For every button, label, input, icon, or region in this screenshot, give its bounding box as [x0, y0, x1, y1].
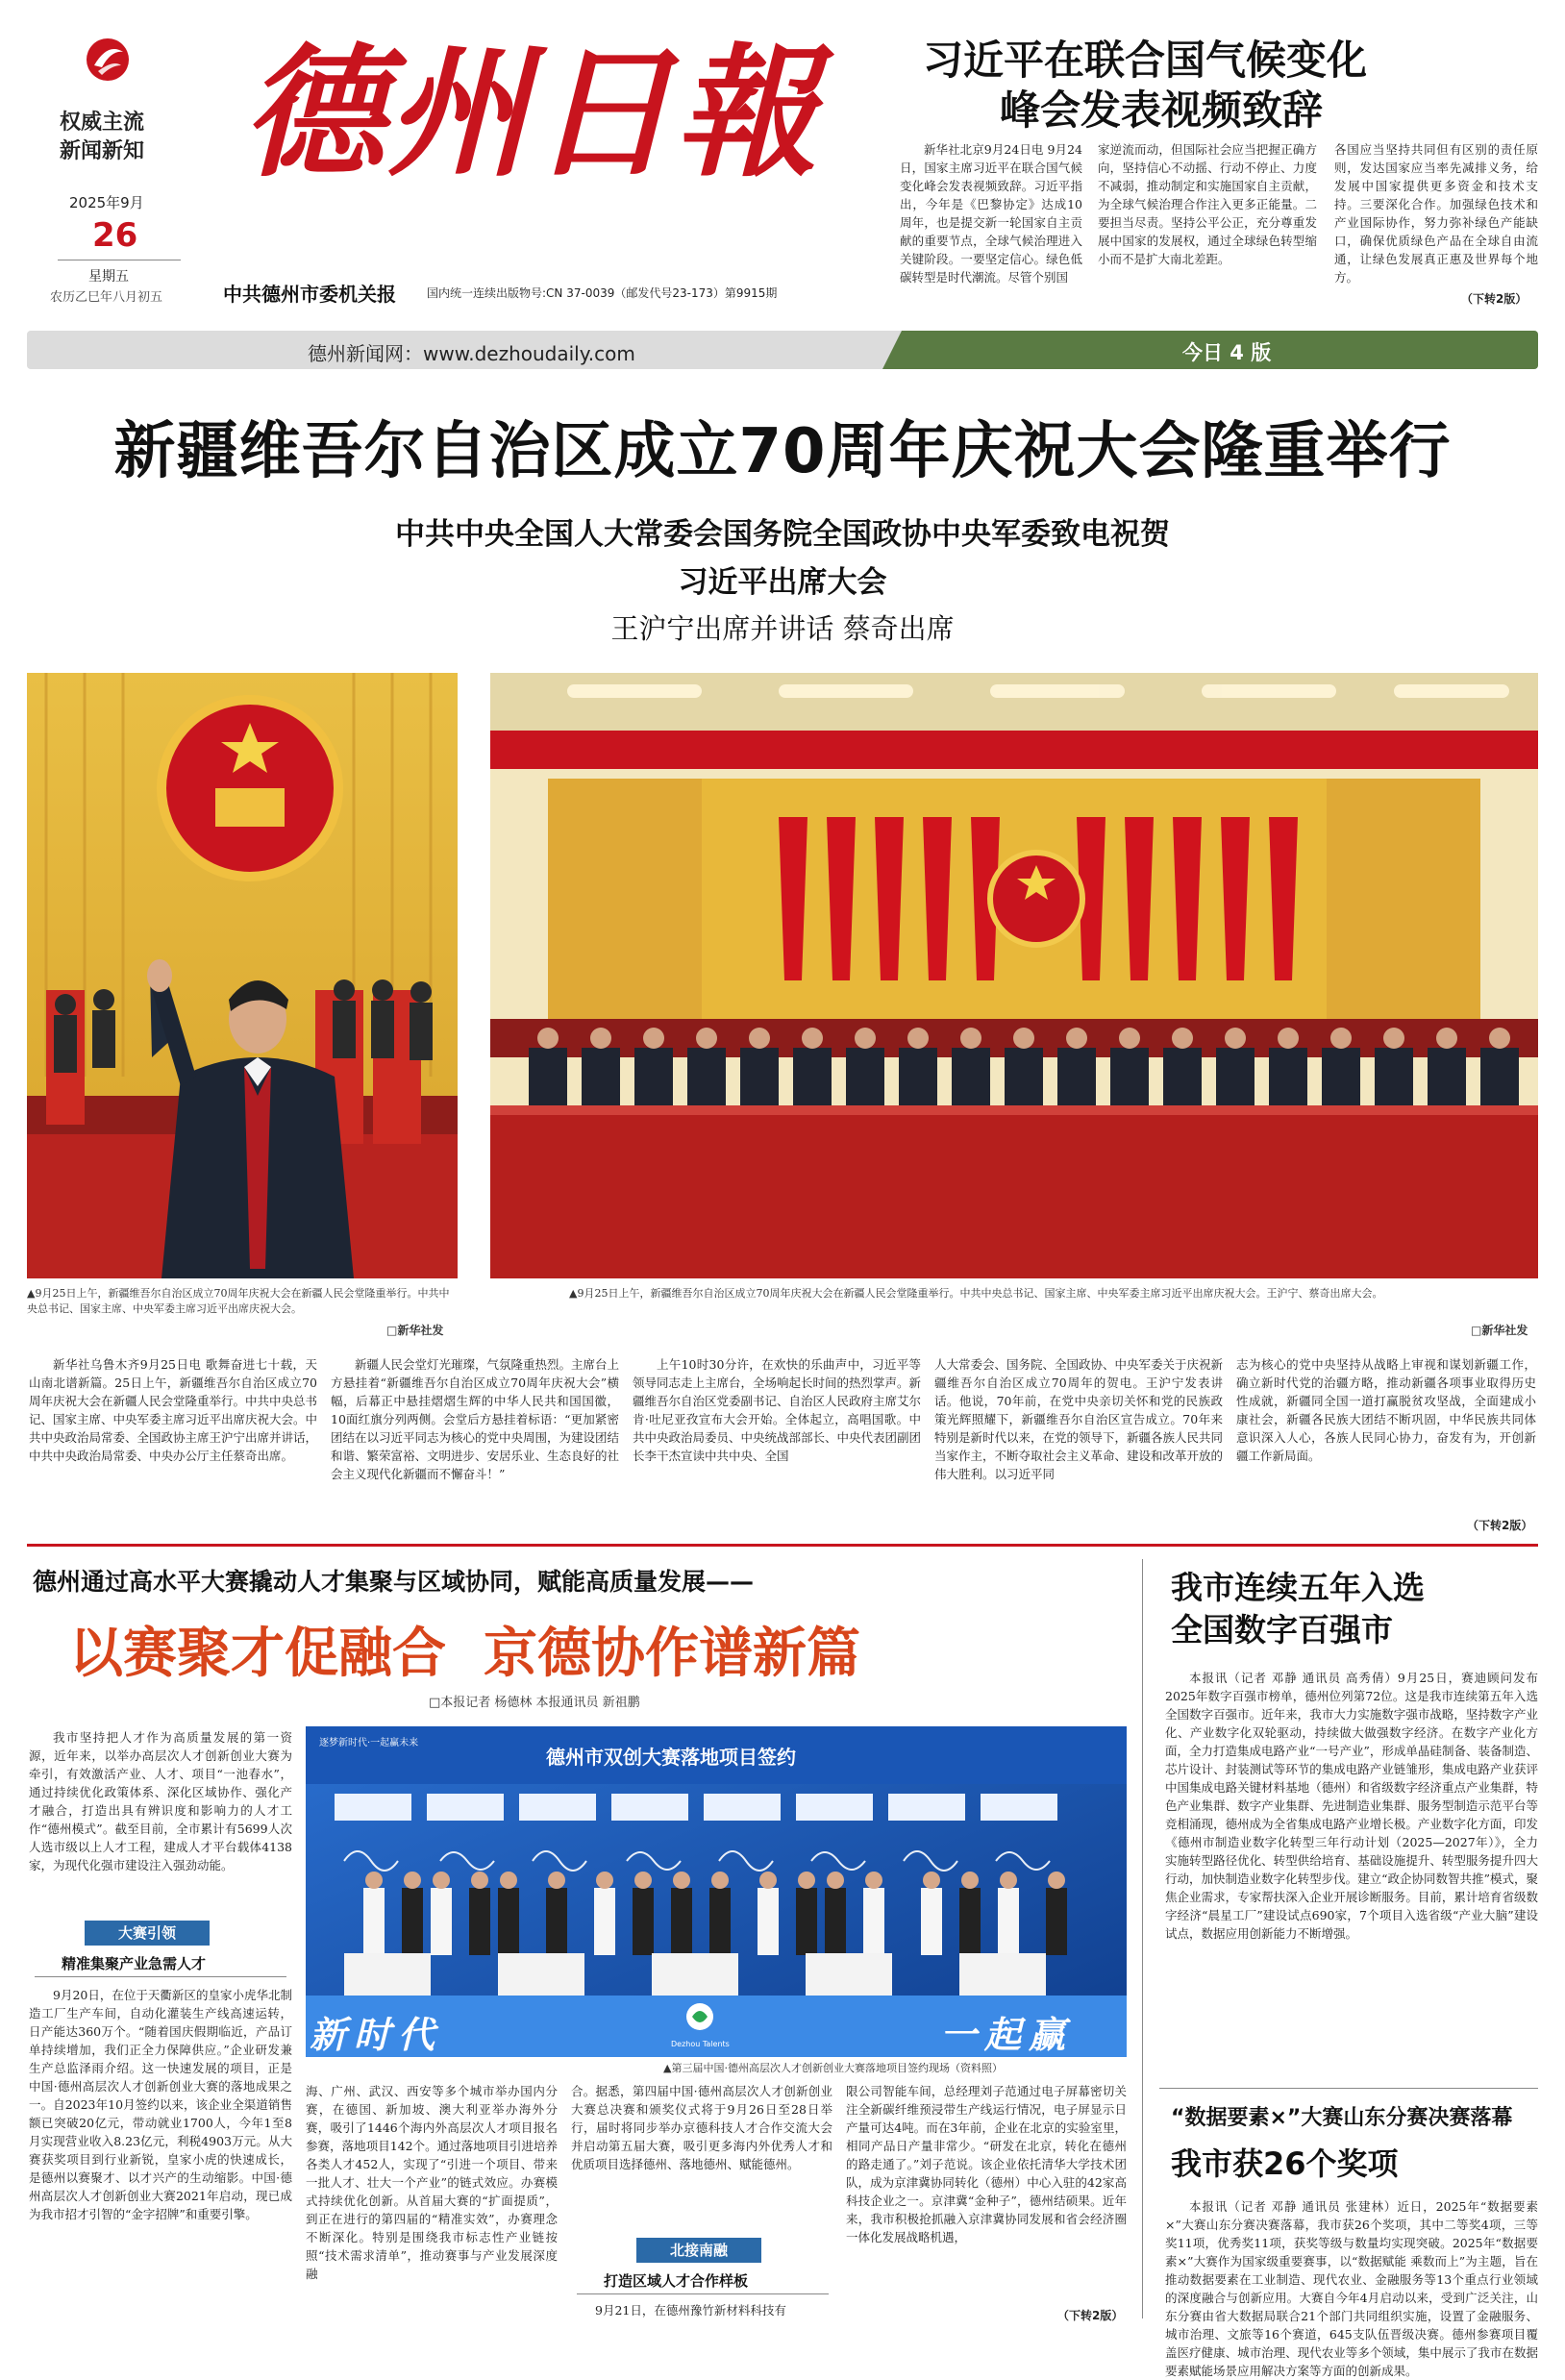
slogan-line-1: 权威主流 [60, 111, 145, 135]
right-story-2-kicker: “数据要素×”大赛山东分赛决赛落幕 [1171, 2106, 1513, 2130]
paper-logo-icon [85, 37, 131, 83]
right-story-divider [1159, 2088, 1538, 2089]
lead-col-1: 新华社乌鲁木齐9月25日电 歌舞奋进七十载，天山南北谱新篇。25日上午，新疆维吾尔自治区成立70周年庆祝大会在新疆人民会堂隆重举行。中共中央总书记、国家主席、中央军委主席习近平出席庆祝大会。中共中央政治局常委、全国政协主席王沪宁出席并讲话，中共中央政治局常委、中央办公厅主任蔡奇出席。 [29, 1357, 318, 1463]
feature-mid-col-2: 合。据悉，第四届中国·德州高层次人才创新创业大赛总决赛和颁奖仪式将于9月26日至28日举行，届时将同步举办京德科技人才合作交流大会并启动第五届大赛，吸引更多海内外优秀人才和优质项目选择德州、落地德州、赋能德州。 [571, 2084, 832, 2171]
lead-deck-1: 中共中央全国人大常委会国务院全国政协中央军委致电祝贺 [395, 517, 1170, 552]
sponsor-line: 中共德州市委机关报 [223, 283, 396, 306]
masthead [0, 0, 1565, 317]
feature-section-1: 9月20日，在位于天衢新区的皇家小虎华北制造工厂生产车间，自动化灌装生产线高速运转，日产能达360万个。“随着国庆假期临近，产品订单持续增加，我们正全力保障供应。”企业研发兼生产总监泽雨介绍。这一快速发展的项目，正是中国·德州高层次人才创新创业大赛的落地成果之一。自2023年10月签约以来，该企业全渠道销售额已突破20亿元，带动就业1700人，今年1至8月实现营业收入8.23亿元，利税4903万元。从大赛获奖项目到行业新锐，皇家小虎的快速成长，是德州以赛聚才、以才兴产的生动缩影。中国·德州高层次人才创新创业大赛2021年启动，现已成为我市招才引智的“金字招牌”和重要引擎。 [29, 1988, 292, 2221]
feature-jump: （下转2版） [1057, 2309, 1124, 2322]
talent-logo-icon [671, 2001, 729, 2040]
right-story-1-body: 本报讯（记者 邓静 通讯员 高秀倩）9月25日，赛迪顾问发布2025年数字百强市榜单，德州位列第72位。这是我市连续第五年入选全国数字百强市。近年来，我市大力实施数字强市战略，坚持数字产业化、产业数字化双轮驱动，持续做大做强数字经济。在数字产业化方面，全力打造集成电路产业“一号产业”，形成单晶硅制备、装备制造、芯片设计、封装测试等环节的集成电路产业链雏形，集成电路产业获评中国集成电路关键材料基地（德州）和省级数字经济重点产业集群，特色产业集群、数字产业集群、先进制造业集群、服务型制造示范平台等竞相涌现，德州成为全省集成电路产业增长极。产业数字化方面，印发《德州市制造业数字化转型三年行动计划（2025—2027年）》，全力实施转型路径优化、转型供给培育、基础设施提升、转型服务提升四大行动，加快制造业数字化转型步伐。建立“政企协同数智共推”模式，聚焦企业需求，专家帮扶深入企业开展诊断服务。目前，累计培育省级数字经济“晨星工厂”建设试点690家，7个项目入选省级“产业大脑”建设试点，数据应用创新能力不断增强。 [1165, 1671, 1538, 1941]
feature-intro: 我市坚持把人才作为高质量发展的第一资源，近年来，以举办高层次人才创新创业大赛为牵引，有效激活产业、人才、项目“一池春水”，通过持续优化政策体系、深化区域协作、强化产才融合，打造出具有辨识度和影响力的人才工作“德州模式”。截至目前，全市累计有5699人次人选市级以上人才工程，建成人才平台载体4138家，为现代化强市建设注入强劲动能。 [29, 1730, 292, 1872]
feature-photo-slogan-left: 新时代 [310, 2014, 443, 2056]
subhead-1-rule [35, 1976, 286, 1977]
top-story-col-1: 新华社北京9月24日电 9月24日，国家主席习近平在联合国气候变化峰会发表视频致辞。习近平指出，今年是《巴黎协定》达成10周年，也是提交新一轮国家自主贡献的重要节点，全球气候治理进入关键阶段。一要坚定信心。绿色低碳转型是时代潮流。尽管个别国 [900, 142, 1082, 285]
feature-byline: □本报记者 杨德林 本报通讯员 新祖鹏 [429, 1696, 640, 1710]
lead-col-4: 人大常委会、国务院、全国政协、中央军委关于庆祝新疆维吾尔自治区成立70周年的贺电。王沪宁发表讲话。他说，70年前，在党中央亲切关怀和党的民族政策光辉照耀下，新疆维吾尔自治区宣告成立。70年来特别是新时代以来，在党的领导下，新疆各族人民共同当家作主，不断夺取社会主义革命、建设和改革开放的伟大胜利。以习近平同 [934, 1357, 1224, 1481]
talent-logo-text: Dezhou Talents [671, 2040, 730, 2048]
feature-photo-banner: 德州市双创大赛落地项目签约 [546, 1746, 796, 1769]
top-story-col-3: 各国应当坚持共同但有区别的责任原则，发达国家应当率先减排义务，给发展中国家提供更多资金和技术支持。三要深化合作。加强绿色技术和产业国际协作，努力弥补绿色产能缺口，确保优质绿色产品在全球自由流通，让绿色发展真正惠及世界每个地方。 [1334, 142, 1538, 285]
lead-deck-2: 习近平出席大会 [678, 565, 887, 600]
lead-col-5: 志为核心的党中央坚持从战略上审视和谋划新疆工作，确立新时代党的治疆方略，推动新疆各项事业取得历史性成就，新疆同全国一道打赢脱贫攻坚战，全面建成小康社会，新疆各民族大团结不断巩固，中华民族共同体意识深入人心，各族人民同心协力，奋发有为，开创新疆工作新局面。 [1236, 1357, 1536, 1463]
section-tag-1: 大赛引领 [85, 1921, 210, 1946]
feature-mid-col-2b: 9月21日，在德州豫竹新材料科技有 [595, 2303, 786, 2318]
issue-day: 26 [92, 216, 138, 255]
section-subhead-2: 打造区域人才合作样板 [604, 2272, 749, 2290]
lead-photo-1-caption: ▲9月25日上午，新疆维吾尔自治区成立70周年庆祝大会在新疆人民会堂隆重举行。中共中央总书记、国家主席、中央军委主席习近平出席庆祝大会。 [27, 1287, 450, 1315]
lead-photo-2-credit: □新华社发 [1471, 1324, 1528, 1337]
lead-photo-1 [27, 673, 458, 1278]
lead-headline: 新疆维吾尔自治区成立70周年庆祝大会隆重举行 [113, 416, 1452, 487]
today-pages-label: 今日 4 版 [1182, 341, 1272, 364]
feature-photo-caption: ▲第三届中国·德州高层次人才创新创业大赛落地项目签约现场（资料照） [663, 2062, 1003, 2074]
feature-mid-col-3: 限公司智能车间，总经理刘子范通过电子屏幕密切关注全新碳纤维预浸带生产线运行情况，电子屏显示日产量可达4吨。而在3年前，企业在北京的实验室里，相同产品日产量非常少。“研发在北京，转化在德州的路走通了。”刘子范说。该企业依托清华大学技术团队，成为京津冀协同转化（德州）中心入驻的42家高科技企业之一。京津冀“金种子”，德州结硕果。近年来，我市积极抢抓融入京津冀协同发展和省会经济圈一体化发展战略机遇， [846, 2084, 1127, 2244]
feature-photo-corner: 逐梦新时代·一起赢未来 [319, 1738, 419, 1748]
right-story-1-headline-l2: 全国数字百强市 [1171, 1611, 1393, 1649]
subhead-2-rule [577, 2293, 829, 2294]
slogan-line-2: 新闻新知 [60, 139, 145, 163]
lead-jump: （下转2版） [1467, 1519, 1533, 1532]
issue-year-month: 2025年9月 [69, 194, 144, 211]
feature-mid-col-1: 海、广州、武汉、西安等多个城市举办国内分赛，在德国、新加坡、澳大利亚举办海外分赛，吸引了1446个海内外高层次人才项目报名参赛，落地项目142个。通过落地项目引进培养各类人才452人，实现了“引进一个项目、带来一批人才、壮大一个产业”的链式效应。办赛模式持续优化创新。从首届大赛的“扩面提质”，到正在进行的第四届的“精准实效”，办赛理念不断深化。特别是围绕我市标志性产业链按照“技术需求清单”，推动赛事与产业发展深度融 [306, 2084, 558, 2281]
feature-photo-slogan-right: 一起赢 [940, 2014, 1074, 2056]
issue-lunar-date: 农历乙巳年八月初五 [50, 290, 163, 305]
section-divider [27, 1544, 1538, 1547]
top-story-title-line2: 峰会发表视频致辞 [1000, 87, 1324, 134]
serial-number: 国内统一连续出版物号:CN 37-0039（邮发代号23-173）第9915期 [427, 286, 778, 300]
paper-name: 德州日報 [242, 29, 819, 196]
top-story-col-2: 家逆流而动，但国际社会应当把握正确方向，坚持信心不动摇、行动不停止、力度不减弱，推动制定和实施国家自主贡献，为全球气候治理合作注入更多正能量。二要担当尽责。坚持公平公正，充分尊重发展中国家的发展权，通过全球绿色转型缩小而不是扩大南北差距。 [1098, 142, 1317, 266]
issue-weekday: 星期五 [88, 269, 129, 285]
right-story-2-headline: 我市获26个奖项 [1171, 2145, 1399, 2182]
lead-photo-2-caption: ▲9月25日上午，新疆维吾尔自治区成立70周年庆祝大会在新疆人民会堂隆重举行。中共中央总书记、国家主席、中央军委主席习近平出席庆祝大会。王沪宁、蔡奇出席大会。 [569, 1287, 1383, 1300]
feature-headline: 以赛聚才促融合 京德协作谱新篇 [69, 1622, 860, 1685]
top-story-jump: （下转2版） [1461, 292, 1528, 306]
lead-deck-3: 王沪宁出席并讲话 蔡奇出席 [610, 612, 955, 645]
section-tag-2: 北接南融 [636, 2238, 761, 2263]
top-story-title-line1: 习近平在联合国气候变化 [923, 37, 1368, 84]
lead-photo-1-credit: □新华社发 [386, 1324, 444, 1337]
lead-photo-2 [490, 673, 1538, 1278]
lead-col-2: 新疆人民会堂灯光璀璨，气氛隆重热烈。主席台上方悬挂着“新疆维吾尔自治区成立70周年庆祝大会”横幅，后幕正中悬挂熠熠生辉的中华人民共和国国徽，10面红旗分列两侧。会堂后方悬挂着标语：“更加紧密团结在以习近平同志为核心的党中央周围，为建设团结和谐、繁荣富裕、文明进步、安居乐业、生态良好的社会主义现代化新疆而不懈奋斗！” [331, 1357, 620, 1481]
lead-col-3: 上午10时30分许，在欢快的乐曲声中，习近平等领导同志走上主席台，全场响起长时间的热烈掌声。新疆维吾尔自治区党委副书记、自治区人民政府主席艾尔肯·吐尼亚孜宣布大会开始。全体起立，高唱国歌。中共中央政治局委员、中央统战部部长、中央代表团副团长李干杰宣读中共中央、全国 [633, 1357, 922, 1463]
right-column-divider [1142, 1559, 1143, 2318]
right-story-2-body: 本报讯（记者 邓静 通讯员 张建林）近日，2025年“数据要素×”大赛山东分赛决赛落幕，我市获26个奖项，其中二等奖4项，三等奖11项，优秀奖11项，获奖等级与数量均实现突破。2025年“数据要素×”大赛作为国家级重要赛事，以“数据赋能 乘数而上”为主题，旨在推动数据要素在工业制造、现代农业、金融服务等13个重点行业领域的深度融合与创新应用。大赛自今年4月启动以来，受到广泛关注，山东分赛由省大数据局联合21个部门共同组织实施，设置了金融服务、城市治理、文旅等16个赛道，645支队伍晋级决赛。德州参赛项目覆盖医疗健康、城市治理、现代农业等多个领域，集中展示了我市在数据要素赋能场景应用解决方案等方面的创新成果。 [1165, 2199, 1538, 2378]
feature-photo [306, 1726, 1127, 2057]
section-subhead-1: 精准集聚产业急需人才 [62, 1955, 207, 1972]
feature-kicker: 德州通过高水平大赛撬动人才集聚与区域协同，赋能高质量发展—— [33, 1568, 755, 1596]
right-story-1-headline-l1: 我市连续五年入选 [1171, 1569, 1425, 1606]
website-link[interactable]: 德州新闻网：www.dezhoudaily.com [308, 342, 635, 365]
